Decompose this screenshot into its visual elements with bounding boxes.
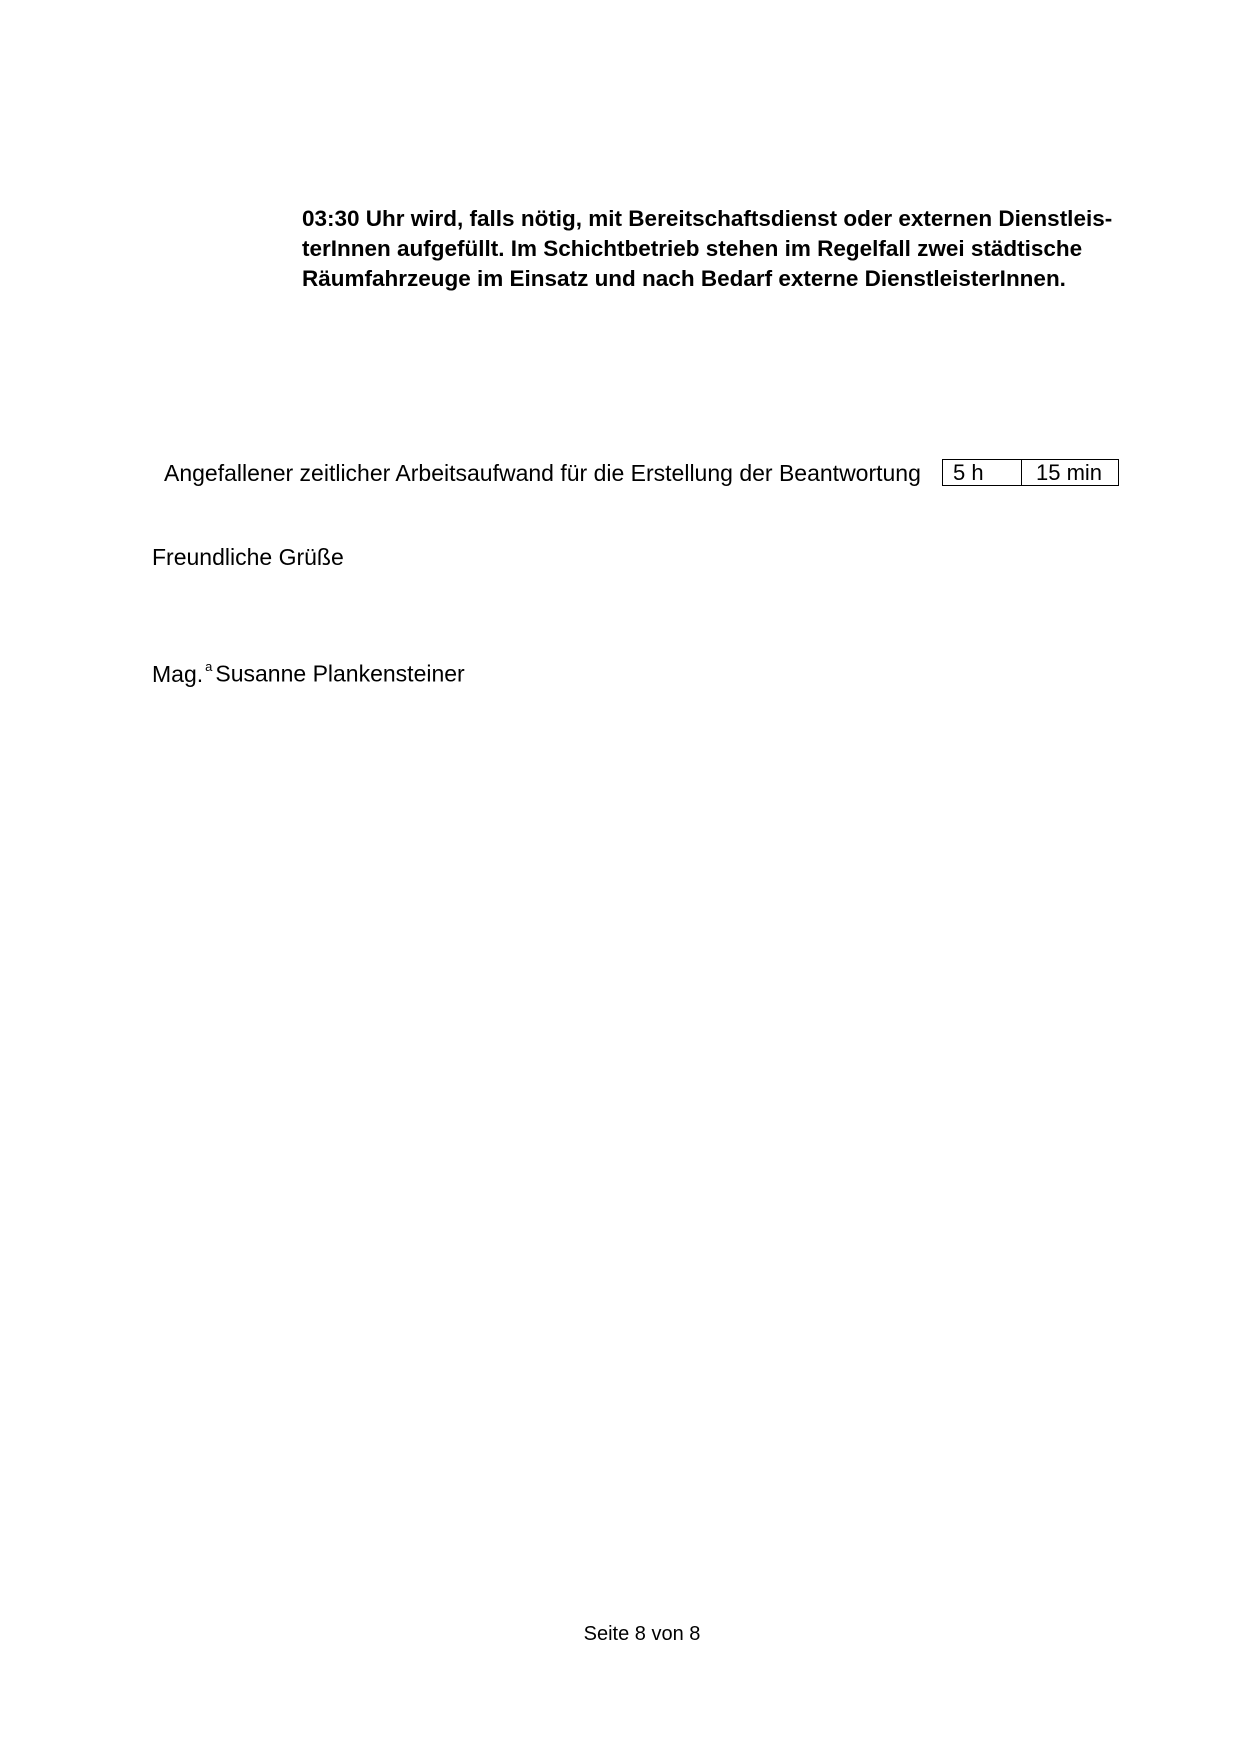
page-number-footer: Seite 8 von 8 [583,1623,701,1645]
effort-minutes-cell: 15 min [1036,460,1103,485]
answer-line-1: 03:30 Uhr wird, falls nötig, mit Bereitschaftsdienst oder externen Dienstleis- [302,206,1113,231]
answer-paragraph [302,204,1152,294]
effort-table [942,459,1119,486]
signature-title-superscript: a [205,659,213,674]
signature-title [152,661,215,687]
effort-row [164,459,921,487]
effort-label: Angefallener zeitlicher Arbeitsaufwand für die Erstellung der Beantwortung [164,460,921,486]
closing-greeting: Freundliche Grüße [152,544,344,570]
answer-line-3: Räumfahrzeuge im Einsatz und nach Bedarf externe DienstleisterInnen. [302,266,1066,291]
signature-name: Susanne Plankensteiner [215,660,465,687]
signature-title-text: Mag. [152,660,204,687]
effort-hours-cell: 5 h [943,460,1022,485]
signature [152,655,465,688]
answer-line-2: terInnen aufgefüllt. Im Schichtbetrieb stehen im Regelfall zwei städtische [302,236,1083,261]
